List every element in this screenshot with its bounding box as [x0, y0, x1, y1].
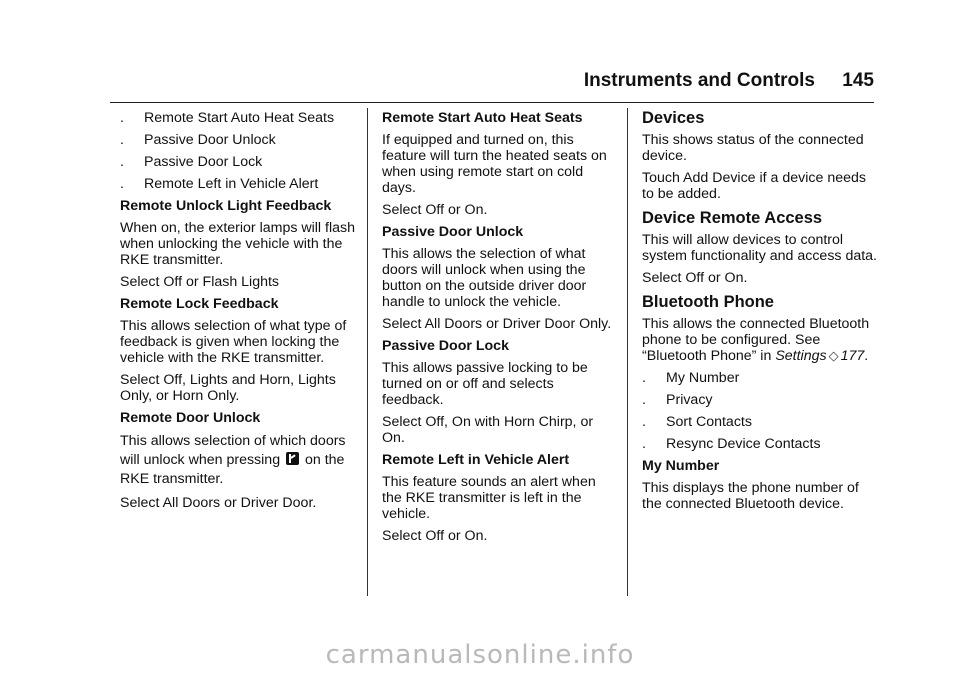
cross-reference-page[interactable]: 177 [840, 348, 865, 364]
list-item-text: Sort Contacts [666, 414, 752, 430]
subheading-passive-door-lock: Passive Door Lock [382, 338, 509, 354]
list-item-text: Privacy [666, 392, 713, 408]
subheading-door-unlock: Remote Door Unlock [120, 410, 261, 426]
list-item [642, 392, 878, 408]
bullet-marker: . [120, 110, 124, 126]
bullet-marker: . [642, 414, 646, 430]
section-title: Instruments and Controls [583, 70, 815, 91]
paragraph-text: This allows selection of which doors will unlock when pressing [120, 433, 346, 468]
list-item-text: Remote Start Auto Heat Seats [144, 110, 335, 126]
paragraph: When on, the exterior lamps will flash when unlocking the vehicle with the RKE transmitter. [120, 220, 355, 268]
paragraph: Select Off or Flash Lights [120, 274, 280, 290]
paragraph: Select Off or On. [382, 528, 488, 544]
paragraph: Select Off, On with Horn Chirp, or On. [382, 414, 594, 446]
subheading-left-in-vehicle-alert: Remote Left in Vehicle Alert [382, 452, 570, 468]
subheading-unlock-light-feedback: Remote Unlock Light Feedback [120, 198, 332, 214]
paragraph: Select Off or On. [382, 202, 488, 218]
paragraph-bluetooth-phone: This allows the connected Bluetooth phone to be configured. See “Bluetooth Phone” in Settings ◇ 177. [642, 316, 870, 364]
column-1 [120, 110, 356, 517]
paragraph: If equipped and turned on, this feature will turn the heated seats on when using remote start on cold days. [382, 132, 607, 196]
paragraph: This feature sounds an alert when the RKE transmitter is left in the vehicle. [382, 474, 596, 522]
cross-reference-link[interactable]: Settings [775, 348, 827, 364]
list-item-text: My Number [666, 370, 740, 386]
paragraph: This shows status of the connected device. [642, 132, 864, 164]
list-item [120, 132, 356, 148]
watermark: carmanualsonline.info [325, 640, 635, 670]
paragraph: This allows passive locking to be turned on or off and selects feedback. [382, 360, 588, 408]
list-item-text: Passive Door Lock [144, 154, 263, 170]
list-item [642, 414, 878, 430]
page-ref-icon: ◇ [828, 348, 839, 363]
page-number: 145 [842, 70, 874, 91]
bullet-marker: . [642, 392, 646, 408]
paragraph-text: on the RKE transmitter. [120, 452, 345, 487]
bullet-marker: . [642, 370, 646, 386]
paragraph-text: This allows the connected Bluetooth phone to be configured. See “Bluetooth Phone” in [642, 316, 870, 364]
paragraph: This allows selection of what type of feedback is given when locking the vehicle with the RKE transmitter. [120, 318, 347, 366]
key-icon [286, 452, 299, 465]
bullet-marker: . [642, 436, 646, 452]
paragraph: This displays the phone number of the connected Bluetooth device. [642, 480, 859, 512]
paragraph: Touch Add Device if a device needs to be added. [642, 170, 866, 202]
list-item [120, 110, 356, 126]
paragraph: Select All Doors or Driver Door Only. [382, 316, 612, 332]
paragraph: This will allow devices to control system functionality and access data. [642, 232, 878, 264]
subheading-lock-feedback: Remote Lock Feedback [120, 296, 279, 312]
header-rule [110, 102, 874, 103]
paragraph: Select Off, Lights and Horn, Lights Only, or Horn Only. [120, 372, 336, 404]
column-divider-2 [627, 108, 628, 596]
paragraph-door-unlock [120, 432, 356, 489]
column-2 [382, 110, 618, 550]
paragraph: Select All Doors or Driver Door. [120, 495, 317, 511]
list-item-text: Passive Door Unlock [144, 132, 276, 148]
column-divider-1 [367, 108, 368, 596]
bullet-marker: . [120, 132, 124, 148]
bullet-marker: . [120, 176, 124, 192]
heading-bluetooth-phone: Bluetooth Phone [642, 293, 774, 311]
list-item [642, 370, 878, 386]
list-item-text: Remote Left in Vehicle Alert [144, 176, 319, 192]
heading-device-remote-access: Device Remote Access [642, 209, 823, 227]
paragraph: This allows the selection of what doors will unlock when using the button on the outside driver door handle to unlock the vehicle. [382, 246, 587, 310]
subheading-my-number: My Number [642, 458, 720, 474]
list-item [120, 176, 356, 192]
subheading-passive-door-unlock: Passive Door Unlock [382, 224, 524, 240]
column-3 [642, 110, 878, 518]
list-item-text: Resync Device Contacts [666, 436, 821, 452]
list-item [642, 436, 878, 452]
subheading-auto-heat-seats: Remote Start Auto Heat Seats [382, 110, 583, 126]
paragraph: Select Off or On. [642, 270, 748, 286]
list-item [120, 154, 356, 170]
heading-devices: Devices [642, 109, 705, 127]
bullet-marker: . [120, 154, 124, 170]
